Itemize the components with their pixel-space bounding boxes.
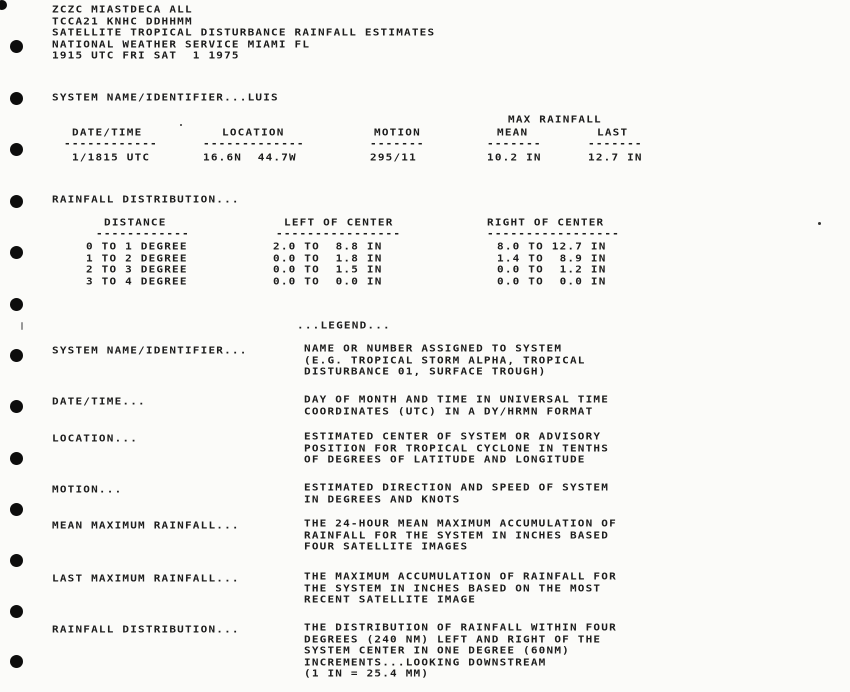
feed-hole bbox=[10, 92, 23, 105]
legend-term: LAST MAXIMUM RAINFALL... bbox=[52, 572, 240, 585]
dist-right-cell: 0.0 TO 1.2 IN bbox=[497, 263, 607, 276]
col-rule-last: ------- bbox=[588, 137, 643, 150]
legend-definition-line: THE 24-HOUR MEAN MAXIMUM ACCUMULATION OF bbox=[304, 517, 617, 530]
dist-right-column bbox=[497, 241, 607, 287]
feed-hole bbox=[10, 40, 23, 53]
col-rule-motion: ------- bbox=[370, 137, 425, 150]
legend-term: DATE/TIME... bbox=[52, 395, 146, 408]
feed-hole bbox=[10, 298, 23, 311]
legend-definition bbox=[304, 622, 617, 680]
feed-hole bbox=[10, 349, 23, 362]
legend-definition-line: OF DEGREES OF LATITUDE AND LONGITUDE bbox=[304, 453, 586, 466]
legend-definition-line: INCREMENTS...LOOKING DOWNSTREAM bbox=[304, 655, 547, 668]
col-rule-mean: ------- bbox=[487, 137, 542, 150]
legend-definition bbox=[304, 518, 617, 553]
legend-term: RAINFALL DISTRIBUTION... bbox=[52, 623, 240, 636]
legend-definition-line: COORDINATES (UTC) IN A DY/HRMN FORMAT bbox=[304, 404, 594, 417]
feed-hole bbox=[10, 195, 23, 208]
dist-header-right: RIGHT OF CENTER bbox=[487, 216, 605, 229]
legend-definition-line: THE MAXIMUM ACCUMULATION OF RAINFALL FOR bbox=[304, 570, 617, 583]
col-header-motion: MOTION bbox=[374, 126, 421, 139]
legend-definition-line: SYSTEM CENTER IN ONE DEGREE (60NM) bbox=[304, 644, 570, 657]
paper-speck bbox=[818, 222, 821, 225]
tractor-feed-holes bbox=[0, 0, 40, 692]
paper-speck bbox=[21, 322, 23, 330]
feed-hole bbox=[0, 0, 7, 10]
dist-distance-cell: 2 TO 3 DEGREE bbox=[86, 263, 188, 276]
bulletin-header bbox=[52, 4, 435, 62]
system-name-line: SYSTEM NAME/IDENTIFIER...LUIS bbox=[52, 91, 279, 104]
legend-definition-line: (E.G. TROPICAL STORM ALPHA, TROPICAL bbox=[304, 353, 586, 366]
dist-right-cell: 8.0 TO 12.7 IN bbox=[497, 240, 607, 253]
legend-definition bbox=[304, 394, 609, 417]
legend-definition bbox=[304, 482, 609, 505]
col-rule-location: ------------- bbox=[203, 137, 305, 150]
feed-hole bbox=[10, 452, 23, 465]
feed-hole bbox=[10, 655, 23, 668]
cell-location: 16.6N 44.7W bbox=[203, 151, 297, 164]
legend-definition bbox=[304, 431, 609, 466]
feed-hole bbox=[10, 605, 23, 618]
dist-rule-right: ----------------- bbox=[487, 227, 620, 240]
header-line: 1915 UTC FRI SAT 1 1975 bbox=[52, 49, 240, 62]
paper-speck bbox=[180, 124, 182, 126]
cell-last: 12.7 IN bbox=[588, 151, 643, 164]
max-rainfall-group-header: MAX RAINFALL bbox=[508, 113, 602, 126]
legend-definition-line: THE DISTRIBUTION OF RAINFALL WITHIN FOUR bbox=[304, 621, 617, 634]
legend-definition bbox=[304, 571, 617, 606]
dist-left-cell: 0.0 TO 0.0 IN bbox=[273, 274, 383, 287]
legend-definition-line: DEGREES (240 NM) LEFT AND RIGHT OF THE bbox=[304, 632, 602, 645]
dist-header-left: LEFT OF CENTER bbox=[284, 216, 394, 229]
legend-definition-line: DISTURBANCE 01, SURFACE TROUGH) bbox=[304, 365, 547, 378]
legend-definition-line: NAME OR NUMBER ASSIGNED TO SYSTEM bbox=[304, 342, 563, 355]
legend-definition-line: (1 IN = 25.4 MM) bbox=[304, 667, 430, 680]
dist-distance-cell: 0 TO 1 DEGREE bbox=[86, 240, 188, 253]
legend-definition-line: POSITION FOR TROPICAL CYCLONE IN TENTHS bbox=[304, 441, 610, 454]
col-header-last: LAST bbox=[597, 126, 629, 139]
dist-distance-cell: 1 TO 2 DEGREE bbox=[86, 251, 188, 264]
legend-title: ...LEGEND... bbox=[297, 319, 391, 332]
feed-hole bbox=[10, 503, 23, 516]
legend-definition bbox=[304, 343, 586, 378]
header-line: ZCZC MIASTDECA ALL bbox=[52, 3, 193, 16]
cell-mean: 10.2 IN bbox=[487, 151, 542, 164]
dist-left-cell: 0.0 TO 1.8 IN bbox=[273, 251, 383, 264]
legend-term: LOCATION... bbox=[52, 432, 139, 445]
dist-rule-left: ---------------- bbox=[276, 227, 402, 240]
dist-distance-cell: 3 TO 4 DEGREE bbox=[86, 274, 188, 287]
feed-hole bbox=[10, 400, 23, 413]
legend-term: MEAN MAXIMUM RAINFALL... bbox=[52, 519, 240, 532]
feed-hole bbox=[10, 246, 23, 259]
header-line: SATELLITE TROPICAL DISTURBANCE RAINFALL ESTIMATES bbox=[52, 26, 436, 39]
cell-datetime: 1/1815 UTC bbox=[72, 151, 151, 164]
legend-definition-line: DAY OF MONTH AND TIME IN UNIVERSAL TIME bbox=[304, 393, 610, 406]
legend-definition-line: RECENT SATELLITE IMAGE bbox=[304, 593, 477, 606]
distribution-title: RAINFALL DISTRIBUTION... bbox=[52, 193, 240, 206]
legend-definition-line: FOUR SATELLITE IMAGES bbox=[304, 540, 469, 553]
legend-definition-line: ESTIMATED CENTER OF SYSTEM OR ADVISORY bbox=[304, 430, 602, 443]
dist-rule-distance: ------------ bbox=[96, 227, 190, 240]
legend-term: SYSTEM NAME/IDENTIFIER... bbox=[52, 344, 248, 357]
dist-header-distance: DISTANCE bbox=[104, 216, 167, 229]
dist-left-cell: 0.0 TO 1.5 IN bbox=[273, 263, 383, 276]
col-header-location: LOCATION bbox=[222, 126, 285, 139]
feed-hole bbox=[10, 554, 23, 567]
dist-left-cell: 2.0 TO 8.8 IN bbox=[273, 240, 383, 253]
dist-left-column bbox=[273, 241, 383, 287]
feed-hole bbox=[10, 143, 23, 156]
dist-right-cell: 0.0 TO 0.0 IN bbox=[497, 274, 607, 287]
legend-definition-line: ESTIMATED DIRECTION AND SPEED OF SYSTEM bbox=[304, 481, 610, 494]
dist-distance-column bbox=[86, 241, 188, 287]
legend-definition-line: IN DEGREES AND KNOTS bbox=[304, 492, 461, 505]
legend-term: MOTION... bbox=[52, 483, 123, 496]
col-rule-datetime: ------------ bbox=[64, 137, 158, 150]
cell-motion: 295/11 bbox=[370, 151, 417, 164]
legend-definition-line: RAINFALL FOR THE SYSTEM IN INCHES BASED bbox=[304, 528, 610, 541]
col-header-datetime: DATE/TIME bbox=[72, 126, 143, 139]
col-header-mean: MEAN bbox=[497, 126, 529, 139]
header-line: TCCA21 KNHC DDHHMM bbox=[52, 14, 193, 27]
legend-definition-line: THE SYSTEM IN INCHES BASED ON THE MOST bbox=[304, 581, 602, 594]
dist-right-cell: 1.4 TO 8.9 IN bbox=[497, 251, 607, 264]
header-line: NATIONAL WEATHER SERVICE MIAMI FL bbox=[52, 37, 311, 50]
